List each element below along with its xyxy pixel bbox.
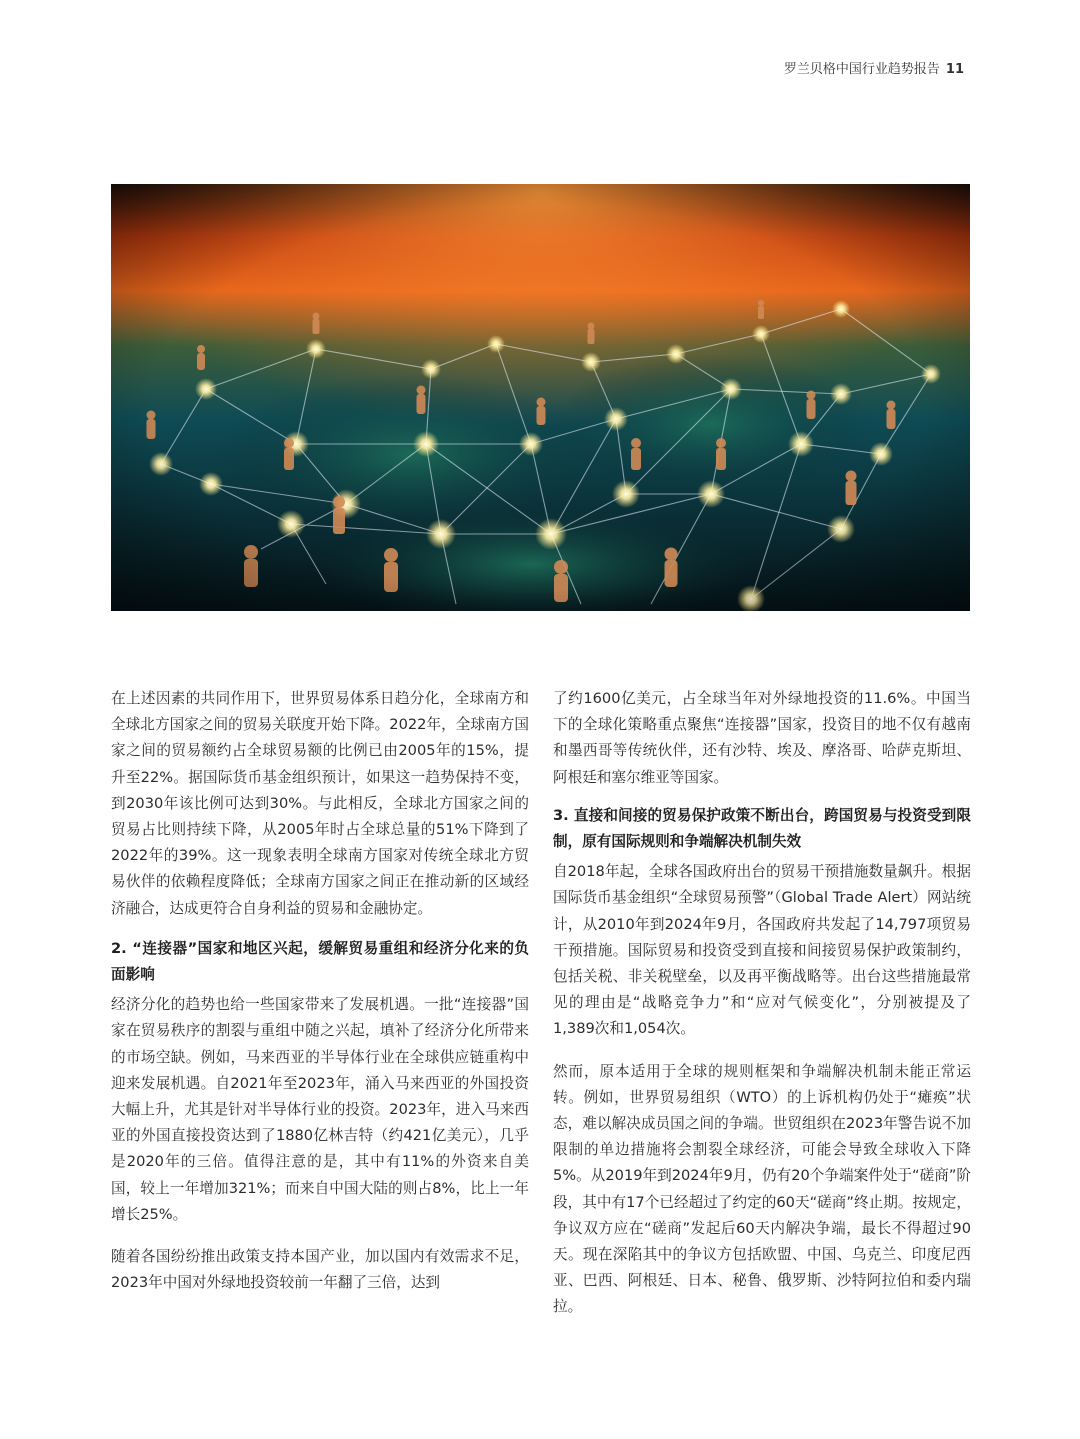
report-title: 罗兰贝格中国行业趋势报告 [783, 62, 940, 77]
paragraph: 在上述因素的共同作用下，世界贸易体系日趋分化，全球南方和全球北方国家之间的贸易关联度开始下降。2022年，全球南方国家之间的贸易额约占全球贸易额的比例已由2005年的15%，提升至22%。据国际货币基金组织预计，如果这一趋势保持不变，到2030年该比例可达到30%。与此相反，全球北方国家之间的贸易占比则持续下降，从2005年时占全球总量的51%下降到了2022年的39%。这一现象表明全球南方国家对传统全球北方贸易伙伴的依赖程度降低；全球南方国家之间正在推动新的区域经济融合，达成更符合自身利益的贸易和金融协定。 [111, 690, 529, 917]
left-text-column [111, 686, 529, 1296]
page-number: 11 [945, 62, 964, 77]
paragraph: 自2018年起，全球各国政府出台的贸易干预措施数量飙升。根据国际货币基金组织“全球贸易预警”（Global Trade Alert）网站统计，从2010年到2024年9月，各国政府共发起了14,797项贸易干预措施。国际贸易和投资受到直接和间接贸易保护政策制约，包括关税、非关税壁垒，以及再平衡战略等。出台这些措施最常见的理由是“战略竞争力”和“应对气候变化”，分别被提及了1,389次和1,054次。 [553, 863, 971, 1038]
global-network-people-photo-icon [111, 184, 970, 611]
section-heading-2: 2. “连接器”国家和地区兴起，缓解贸易重组和经济分化来的负面影响 [111, 939, 529, 984]
paragraph: 经济分化的趋势也给一些国家带来了发展机遇。一批“连接器”国家在贸易秩序的割裂与重组中随之兴起，填补了经济分化所带来的市场空缺。例如，马来西亚的半导体行业在全球供应链重构中迎来发展机遇。自2021年至2023年，涌入马来西亚的外国投资大幅上升，尤其是针对半导体行业的投资。2023年，进入马来西亚的外国直接投资达到了1880亿林吉特（约421亿美元），几乎是2020年的三倍。值得注意的是，其中有11%的外资来自美国，较上一年增加321%；而来自中国大陆的则占8%，比上一年增长25%。 [111, 996, 529, 1223]
paragraph: 了约1600亿美元，占全球当年对外绿地投资的11.6%。中国当下的全球化策略重点聚焦“连接器”国家，投资目的地不仅有越南和墨西哥等传统伙伴，还有沙特、埃及、摩洛哥、哈萨克斯坦、阿根廷和塞尔维亚等国家。 [553, 690, 971, 786]
hero-image [111, 184, 970, 611]
running-header [784, 58, 964, 77]
paragraph: 然而，原本适用于全球的规则框架和争端解决机制未能正常运转。例如，世界贸易组织（WTO）的上诉机构仍处于“瘫痪”状态，难以解决成员国之间的争端。世贸组织在2023年警告说不加限制的单边措施将会割裂全球经济，可能会导致全球收入下降5%。从2019年到2024年9月，仍有20个争端案件处于“磋商”阶段，其中有17个已经超过了约定的60天“磋商”终止期。按规定，争议双方应在“磋商”发起后60天内解决争端，最长不得超过90天。现在深陷其中的争议方包括欧盟、中国、乌克兰、印度尼西亚、巴西、阿根廷、日本、秘鲁、俄罗斯、沙特阿拉伯和委内瑞拉。 [553, 1062, 971, 1316]
paragraph: 随着各国纷纷推出政策支持本国产业，加以国内有效需求不足，2023年中国对外绿地投资较前一年翻了三倍，达到 [111, 1248, 529, 1292]
right-text-column [553, 686, 971, 1321]
section-heading-3: 3. 直接和间接的贸易保护政策不断出台，跨国贸易与投资受到限制，原有国际规则和争端解决机制失效 [553, 806, 971, 851]
